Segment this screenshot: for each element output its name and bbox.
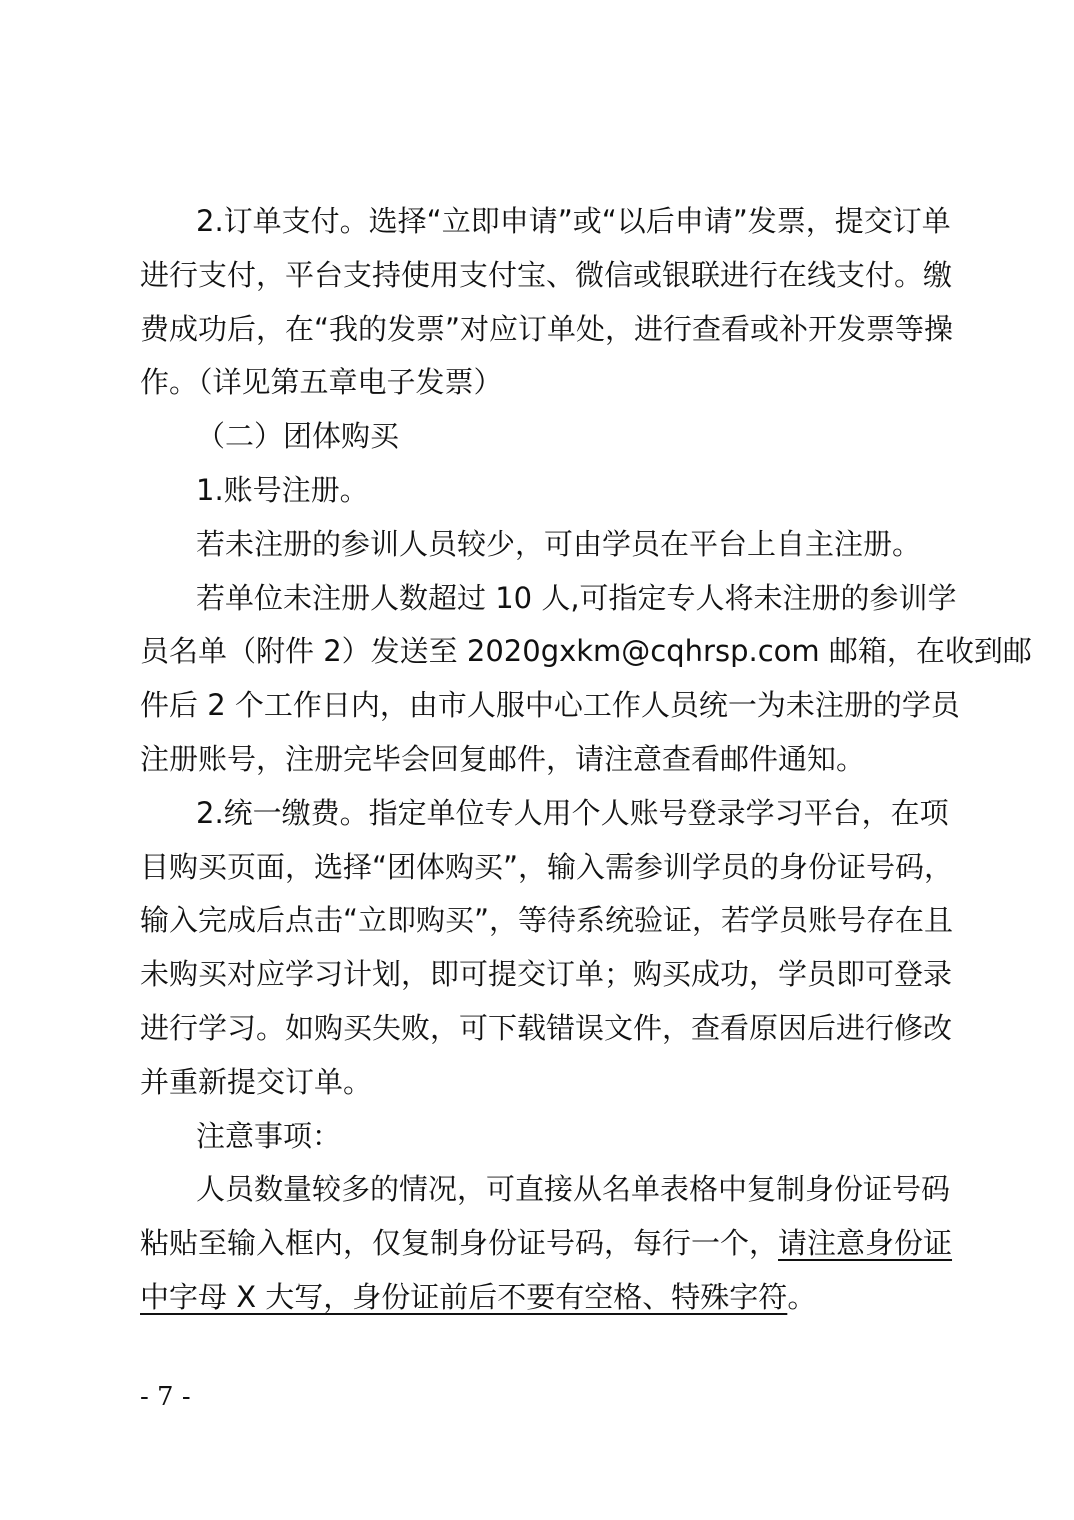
underlined-warning: 请注意身份证 — [778, 1226, 953, 1261]
note-text: 粘贴至输入框内，仅复制身份证号码，每行一个， — [140, 1226, 779, 1261]
text-line: 费成功后，在“我的发票”对应订单处，进行查看或补开发票等操 — [140, 311, 954, 346]
text-line: 目购买页面，选择“团体购买”，输入需参训学员的身份证号码， — [140, 849, 954, 884]
text-line: 注册账号，注册完毕会回复邮件，请注意查看邮件通知。 — [140, 741, 866, 776]
text-line: 人员数量较多的情况，可直接从名单表格中复制身份证号码 — [196, 1172, 951, 1207]
text-line: 员名单（附件 2）发送至 2020gxkm@cqhrsp.com 邮箱，在收到邮 — [140, 634, 1032, 669]
text-line: （二）团体购买 — [196, 419, 400, 454]
text-line: 作。（详见第五章电子发票） — [140, 365, 503, 400]
text-line: 1.账号注册。 — [196, 472, 369, 507]
text-line — [140, 1271, 937, 1325]
text-line: 未购买对应学习计划，即可提交订单；购买成功，学员即可登录 — [140, 957, 953, 992]
text-line: 输入完成后点击“立即购买”，等待系统验证，若学员账号存在且 — [140, 903, 954, 938]
text-line: 件后 2 个工作日内，由市人服中心工作人员统一为未注册的学员 — [140, 688, 960, 723]
page-number: - 7 - — [140, 1382, 191, 1412]
text-line: 并重新提交订单。 — [140, 1064, 373, 1099]
text-line: 若单位未注册人数超过 10 人,可指定专人将未注册的参训学 — [196, 580, 957, 615]
text-line — [140, 1217, 953, 1271]
document-body — [140, 195, 1032, 1325]
underlined-warning: 中字母 X 大写，身份证前后不要有空格、特殊字符 — [140, 1279, 788, 1314]
text-line: 2.统一缴费。指定单位专人用个人账号登录学习平台，在项 — [196, 795, 949, 830]
text-line: 进行学习。如购买失败，可下载错误文件，查看原因后进行修改 — [140, 1010, 953, 1045]
text-line: 进行支付，平台支持使用支付宝、微信或银联进行在线支付。缴 — [140, 257, 953, 292]
text-line: 注意事项： — [196, 1118, 342, 1153]
text-line: 2.订单支付。选择“立即申请”或“以后申请”发票，提交订单 — [196, 204, 951, 238]
text-line: 若未注册的参训人员较少，可由学员在平台上自主注册。 — [196, 526, 922, 561]
note-text: 。 — [787, 1279, 817, 1314]
